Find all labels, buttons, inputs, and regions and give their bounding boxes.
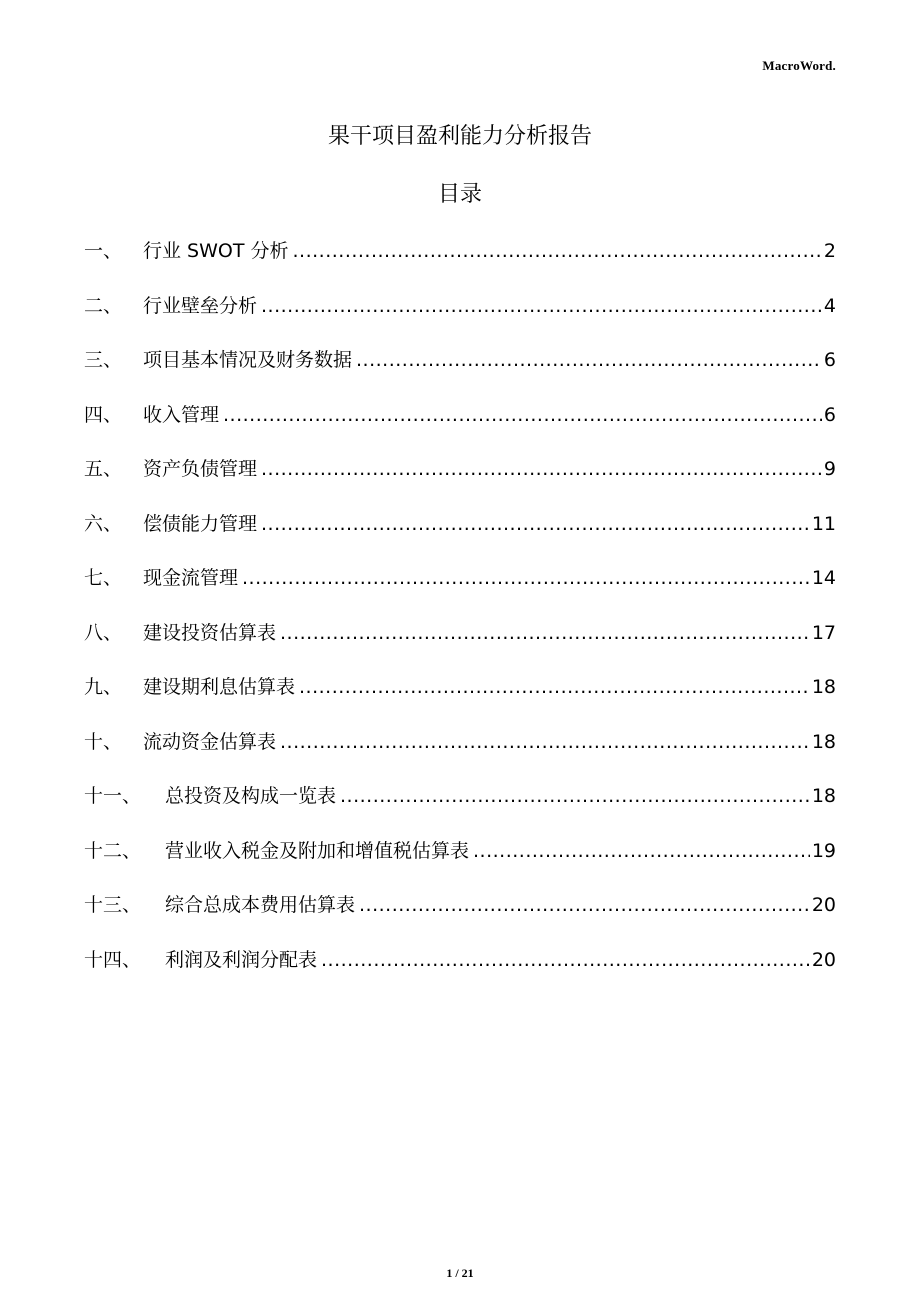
toc-entry-label: 资产负债管理 — [143, 458, 258, 480]
toc-leader-dots — [321, 945, 810, 975]
toc-entry[interactable] — [84, 836, 836, 891]
toc-entry-label: 行业壁垒分析 — [143, 294, 258, 317]
toc-entry-page: 20 — [811, 894, 836, 916]
header-brand: MacroWord. — [762, 58, 836, 73]
toc-entry-label: 营业收入税金及附加和增值税估算表 — [165, 839, 470, 862]
toc-entry-label: 建设投资估算表 — [143, 621, 277, 644]
toc-entry[interactable] — [84, 672, 836, 727]
toc-leader-dots — [340, 781, 810, 811]
toc-entry-number: 四、 — [84, 403, 123, 426]
toc-entry-label: 总投资及构成一览表 — [165, 785, 337, 807]
table-of-contents — [84, 236, 836, 999]
toc-entry-label: 建设期利息估算表 — [143, 676, 296, 698]
toc-leader-dots — [359, 890, 810, 920]
toc-entry-page: 9 — [823, 458, 836, 480]
toc-entry-page: 20 — [811, 948, 836, 971]
toc-entry-number: 九、 — [84, 676, 123, 698]
toc-entry-number: 十二、 — [84, 839, 142, 862]
toc-entry[interactable] — [84, 781, 836, 836]
toc-entry[interactable] — [84, 400, 836, 455]
toc-entry[interactable] — [84, 618, 836, 673]
toc-entry[interactable] — [84, 509, 836, 564]
toc-entry-number: 十、 — [84, 730, 123, 753]
toc-entry[interactable] — [84, 236, 836, 291]
toc-entry-page: 14 — [811, 567, 836, 589]
toc-entry-page: 18 — [811, 676, 836, 698]
toc-heading: 目录 — [437, 182, 482, 207]
document-title: 果干项目盈利能力分析报告 — [327, 124, 592, 149]
toc-entry[interactable] — [84, 945, 836, 1000]
toc-entry[interactable] — [84, 890, 836, 945]
toc-leader-dots — [261, 291, 822, 321]
toc-entry-number: 一、 — [84, 240, 123, 262]
toc-entry-label: 项目基本情况及财务数据 — [143, 349, 353, 371]
toc-entry-label: 流动资金估算表 — [143, 730, 277, 753]
toc-leader-dots — [261, 454, 822, 484]
toc-entry[interactable] — [84, 563, 836, 618]
toc-entry-label: 现金流管理 — [143, 567, 239, 589]
toc-leader-dots — [280, 618, 810, 648]
toc-leader-dots — [356, 345, 822, 375]
toc-entry-number: 八、 — [84, 621, 123, 644]
toc-entry-label: 综合总成本费用估算表 — [165, 894, 356, 916]
toc-leader-dots — [293, 236, 822, 266]
toc-entry-number: 七、 — [84, 567, 123, 589]
toc-entry[interactable] — [84, 454, 836, 509]
toc-entry-label: 收入管理 — [143, 403, 220, 426]
toc-entry-number: 十三、 — [84, 894, 142, 916]
toc-entry-page: 19 — [811, 839, 836, 862]
toc-entry-page: 2 — [823, 240, 836, 262]
page-indicator: 1 / 21 — [446, 1266, 474, 1280]
toc-entry-page: 11 — [811, 512, 836, 535]
toc-leader-dots — [280, 727, 810, 757]
toc-entry[interactable] — [84, 727, 836, 782]
toc-leader-dots — [242, 563, 810, 593]
toc-entry-page: 18 — [811, 785, 836, 807]
toc-entry-page: 6 — [823, 403, 836, 426]
toc-entry[interactable] — [84, 291, 836, 346]
toc-entry[interactable] — [84, 345, 836, 400]
toc-leader-dots — [223, 400, 822, 430]
toc-entry-page: 4 — [823, 294, 836, 317]
toc-entry-number: 五、 — [84, 458, 123, 480]
toc-entry-page: 6 — [823, 349, 836, 371]
toc-entry-number: 六、 — [84, 512, 123, 535]
toc-entry-page: 17 — [811, 621, 836, 644]
toc-leader-dots — [473, 836, 810, 866]
toc-entry-label: 偿债能力管理 — [143, 512, 258, 535]
toc-entry-number: 三、 — [84, 349, 123, 371]
toc-entry-label: 行业 SWOT 分析 — [143, 240, 289, 262]
toc-leader-dots — [261, 509, 810, 539]
toc-entry-number: 十一、 — [84, 785, 142, 807]
toc-leader-dots — [299, 672, 810, 702]
toc-entry-number: 二、 — [84, 294, 123, 317]
toc-entry-page: 18 — [811, 730, 836, 753]
toc-entry-label: 利润及利润分配表 — [165, 948, 318, 971]
toc-entry-number: 十四、 — [84, 948, 142, 971]
